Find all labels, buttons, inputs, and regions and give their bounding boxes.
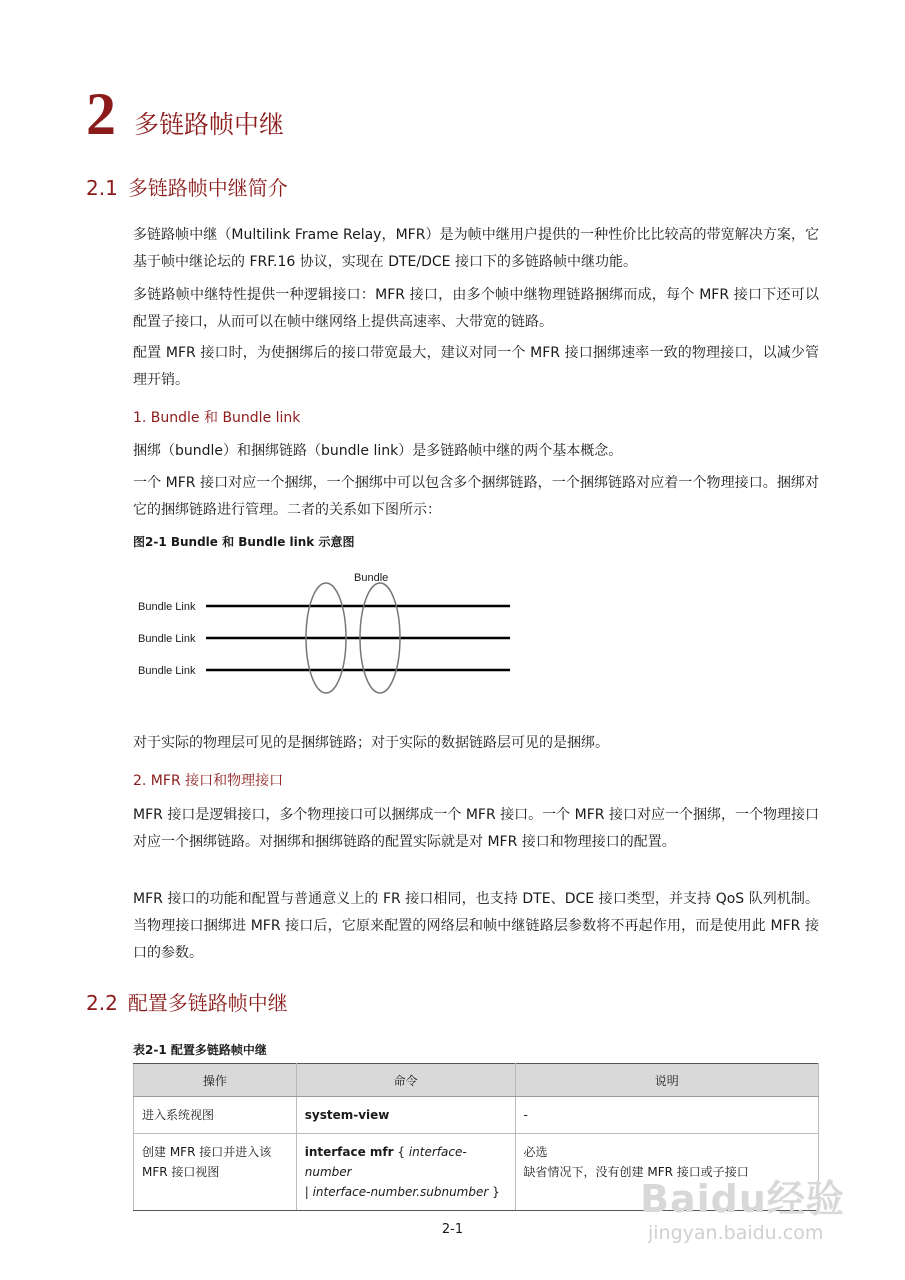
subsection-1-title: 1. Bundle 和 Bundle link: [133, 410, 301, 426]
paragraph: MFR 接口的功能和配置与普通意义上的 FR 接口相同，也支持 DTE、DCE 接口类型，并支持 QoS 队列机制。当物理接口捆绑进 MFR 接口后，它原来配置的网络层和帧中继链路层参数将不再起作用，而是使用此 MFR 接口的参数。: [133, 891, 819, 961]
description-line: 必选: [523, 1145, 548, 1159]
table-header-row: [134, 1064, 819, 1097]
section-title: 多链路帧中继简介: [127, 176, 288, 200]
page-number: 2-1: [441, 1222, 464, 1237]
paragraph: 一个 MFR 接口对应一个捆绑，一个捆绑中可以包含多个捆绑链路，一个捆绑链路对应着一个物理接口。捆绑对它的捆绑链路进行管理。二者的关系如下图所示：: [133, 475, 819, 518]
section-number: 2.2: [86, 991, 118, 1015]
paragraph: 多链路帧中继特性提供一种逻辑接口：MFR 接口，由多个帧中继物理链路捆绑而成，每个 MFR 接口下还可以配置子接口，从而可以在帧中继网络上提供高速率、大带宽的链路。: [133, 287, 819, 330]
command-arg: interface-number.subnumber: [312, 1185, 489, 1199]
subsection-2-title: 2. MFR 接口和物理接口: [133, 773, 284, 789]
paragraph: 多链路帧中继（Multilink Frame Relay，MFR）是为帧中继用户提供的一种性价比比较高的带宽解决方案，它基于帧中继论坛的 FRF.16 协议，实现在 DTE/DCE 接口下的多链路帧中继功能。: [133, 227, 819, 270]
bundle-link-label: Bundle Link: [138, 601, 196, 613]
command-separator: |: [304, 1185, 313, 1199]
paragraph: 配置 MFR 接口时，为使捆绑后的接口带宽最大，建议对同一个 MFR 接口捆绑速率一致的物理接口，以减少管理开销。: [133, 345, 819, 388]
table-cell-operation: 进入系统视图: [134, 1097, 297, 1134]
table-header: 说明: [515, 1064, 818, 1097]
chapter-number: 2: [86, 81, 116, 147]
table-caption: 表2-1 配置多链路帧中继: [133, 1043, 267, 1057]
paragraph: 捆绑（bundle）和捆绑链路（bundle link）是多链路帧中继的两个基本概念。: [133, 443, 623, 459]
watermark-url: jingyan.baidu.com: [648, 1222, 824, 1244]
bundle-diagram: [132, 566, 532, 698]
bundle-link-label: Bundle Link: [138, 633, 196, 645]
chapter-title: 多链路帧中继: [134, 110, 285, 139]
figure-caption: 图2-1 Bundle 和 Bundle link 示意图: [133, 535, 355, 549]
bundle-link-label: Bundle Link: [138, 665, 196, 677]
command-arg: interface-number: [304, 1145, 467, 1179]
command-text: interface mfr: [304, 1145, 394, 1159]
section-number: 2.1: [86, 176, 118, 200]
section-title: 配置多链路帧中继: [127, 991, 288, 1015]
command-brace: }: [488, 1185, 500, 1199]
paragraph: 对于实际的物理层可见的是捆绑链路；对于实际的数据链路层可见的是捆绑。: [133, 735, 609, 751]
table-cell-description: -: [515, 1097, 818, 1134]
watermark-logo: Baidu经验: [640, 1177, 845, 1221]
paragraph: MFR 接口是逻辑接口，多个物理接口可以捆绑成一个 MFR 接口。一个 MFR 接口对应一个捆绑，一个物理接口对应一个捆绑链路。对捆绑和捆绑链路的配置实际就是对 MFR 接口和物理接口的配置。: [133, 807, 819, 850]
section-2-1-heading: [86, 176, 288, 200]
description-line: 缺省情况下，没有创建 MFR 接口或子接口: [523, 1165, 749, 1179]
table-header: 操作: [134, 1064, 297, 1097]
table-row: [134, 1097, 819, 1134]
table-cell-command: [296, 1134, 515, 1211]
command-brace: {: [393, 1145, 409, 1159]
section-2-2-heading: [86, 991, 288, 1015]
command-text: system-view: [304, 1108, 390, 1122]
table-header: 命令: [296, 1064, 515, 1097]
table-cell-operation: 创建 MFR 接口并进入该 MFR 接口视图: [134, 1134, 297, 1211]
table-cell-command: [296, 1097, 515, 1134]
bundle-label: Bundle: [354, 572, 389, 584]
